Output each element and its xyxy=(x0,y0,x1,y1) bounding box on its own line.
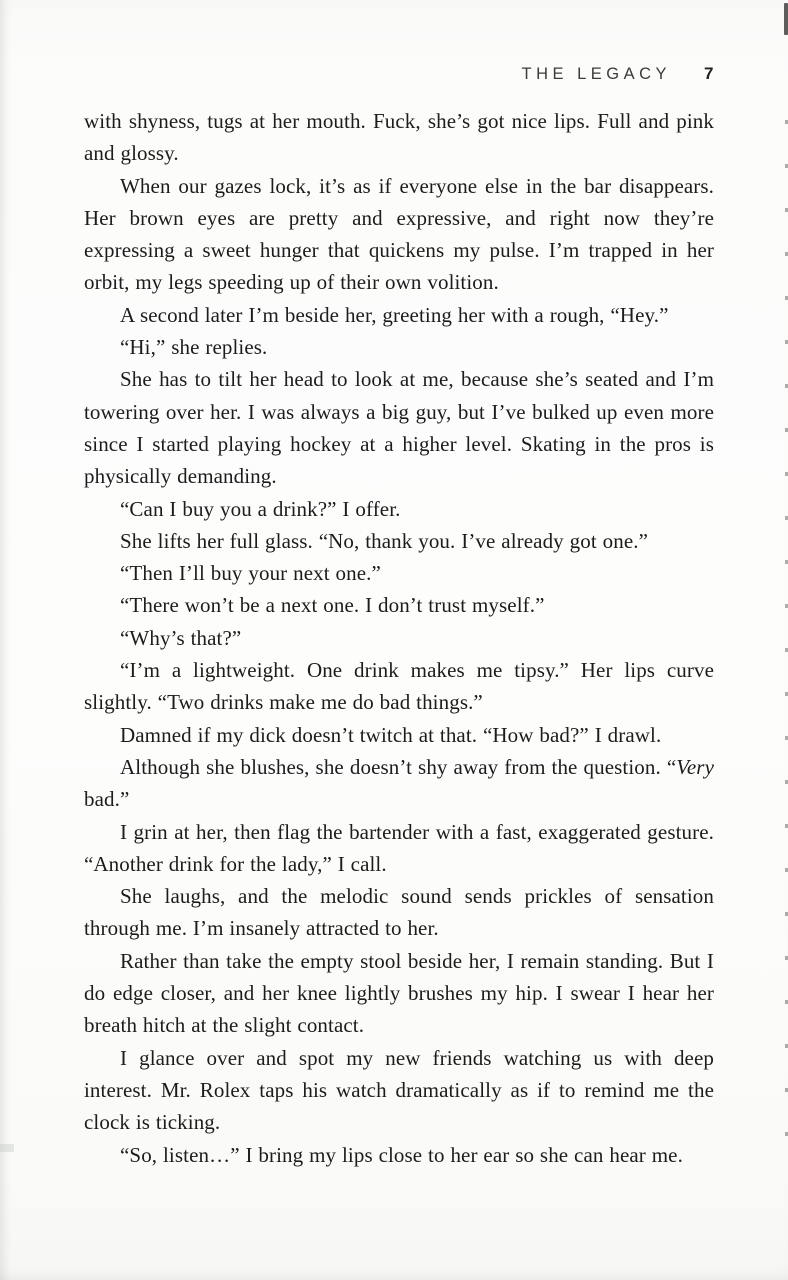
paragraph xyxy=(84,945,714,1042)
running-head-title: THE LEGACY xyxy=(521,65,672,83)
text-run: I glance over and spot my new friends watching us with deep interest. Mr. Rolex taps his watch dramatically as if to remind me the clock is ticking. xyxy=(84,1045,714,1135)
emphasized-text: Very xyxy=(676,754,714,779)
text-run: A second later I’m beside her, greeting her with a rough, “Hey.” xyxy=(120,302,669,327)
running-head xyxy=(84,64,714,84)
text-run: I grin at her, then flag the bartender with a fast, exaggerated gesture. “Another drink for the lady,” I call. xyxy=(84,819,714,876)
paragraph xyxy=(84,589,714,621)
paragraph xyxy=(84,363,714,492)
text-run: “Hi,” she replies. xyxy=(120,335,268,360)
paragraph xyxy=(84,1042,714,1139)
text-run: She has to tilt her head to look at me, because she’s seated and I’m towering over her. I was always a big guy, but I’ve bulked up even more since I started playing hockey at a higher level. Skating in the pros is physically demanding. xyxy=(84,367,714,489)
paragraph xyxy=(84,331,714,363)
text-run: bad.” xyxy=(84,787,130,812)
paragraph xyxy=(84,1139,714,1171)
text-run: “Then I’ll buy your next one.” xyxy=(120,561,381,586)
text-run: When our gazes lock, it’s as if everyone else in the bar disappears. Her brown eyes are pretty and expressive, and right now they’re expressing a sweet hunger that quickens my pulse. I’m trapped in her orbit, my legs speeding up of their own volition. xyxy=(84,173,714,295)
paragraph xyxy=(84,751,714,816)
text-run: She laughs, and the melodic sound sends prickles of sensation through me. I’m insanely attracted to her. xyxy=(84,884,714,941)
text-run: “I’m a lightweight. One drink makes me tipsy.” Her lips curve slightly. “Two drinks make me do bad things.” xyxy=(84,658,714,715)
text-run: “Why’s that?” xyxy=(120,625,242,650)
paragraph xyxy=(84,525,714,557)
text-run: Although she blushes, she doesn’t shy away from the question. “ xyxy=(120,754,677,779)
text-run: Damned if my dick doesn’t twitch at that. “How bad?” I drawl. xyxy=(120,722,662,747)
text-run: “So, listen…” I bring my lips close to her ear so she can hear me. xyxy=(120,1142,683,1167)
paragraph xyxy=(84,654,714,719)
paragraph xyxy=(84,816,714,881)
text-run: Rather than take the empty stool beside her, I remain standing. But I do edge closer, and her knee lightly brushes my hip. I swear I hear her breath hitch at the slight contact. xyxy=(84,948,714,1038)
paragraph xyxy=(84,493,714,525)
page-body xyxy=(84,105,714,1171)
paragraph xyxy=(84,299,714,331)
page-number: 7 xyxy=(704,64,714,83)
paragraph xyxy=(84,105,714,170)
text-run: She lifts her full glass. “No, thank you. I’ve already got one.” xyxy=(120,528,649,553)
paragraph xyxy=(84,557,714,589)
paragraph xyxy=(84,880,714,945)
photo-artifact-corner-mark xyxy=(784,3,788,35)
paragraph xyxy=(84,170,714,299)
text-run: “Can I buy you a drink?” I offer. xyxy=(120,496,401,521)
text-run: with shyness, tugs at her mouth. Fuck, she’s got nice lips. Full and pink and glossy. xyxy=(84,109,714,166)
photo-artifact-speck xyxy=(0,1144,14,1152)
text-run: “There won’t be a next one. I don’t trust myself.” xyxy=(120,593,545,618)
paragraph xyxy=(84,719,714,751)
paragraph xyxy=(84,622,714,654)
